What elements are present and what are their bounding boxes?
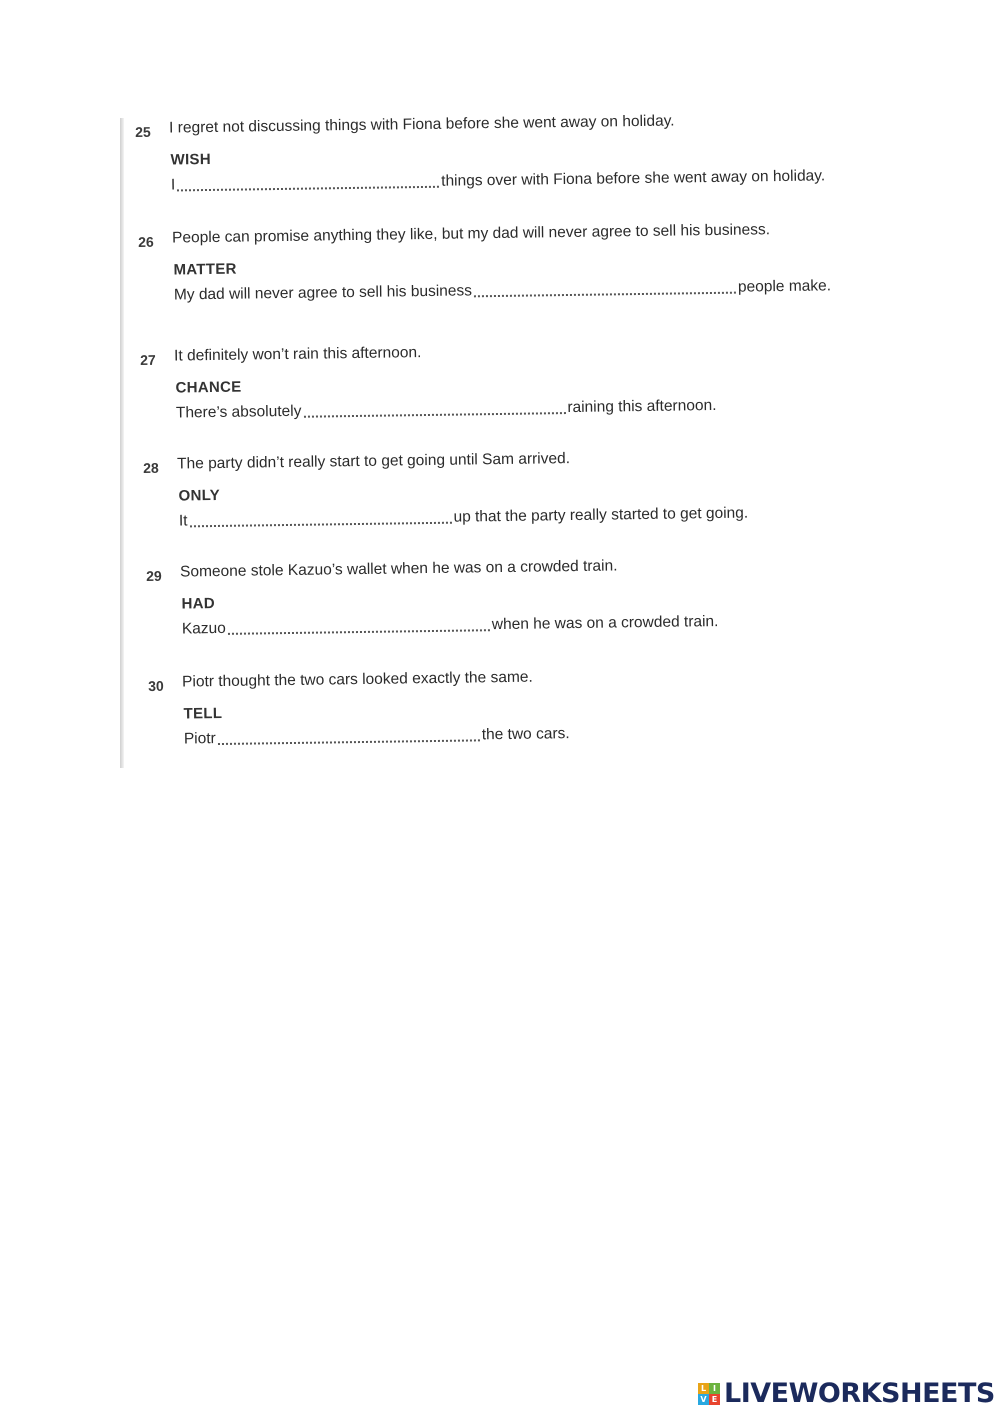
answer-suffix: raining this afternoon.: [567, 396, 717, 417]
answer-line: [182, 612, 719, 638]
answer-suffix: things over with Fiona before she went away on holiday.: [441, 167, 826, 190]
question-keyword: WISH: [170, 150, 212, 169]
question-keyword: MATTER: [173, 260, 237, 279]
question-30: [148, 664, 848, 748]
question-keyword: TELL: [183, 704, 223, 723]
question-sentence: The party didn’t really start to get going until Sam arrived.: [176, 450, 571, 473]
answer-suffix: when he was on a crowded train.: [491, 613, 719, 634]
question-number: 25: [135, 123, 151, 140]
question-number: 26: [138, 233, 154, 250]
answer-input-26[interactable]: [474, 278, 736, 298]
liveworksheets-logo-icon: [698, 1383, 720, 1405]
answer-prefix: My dad will never agree to sell his business: [173, 282, 473, 304]
question-number: 30: [148, 677, 164, 694]
question-29: [146, 554, 846, 638]
question-keyword: HAD: [181, 595, 216, 613]
answer-line: [174, 276, 831, 304]
worksheet: [130, 112, 850, 768]
question-sentence: Someone stole Kazuo’s wallet when he was on a crowded train.: [179, 557, 618, 581]
answer-line: [179, 504, 749, 531]
question-sentence: It definitely won’t rain this afternoon.: [173, 344, 422, 365]
question-28: [143, 446, 843, 530]
question-keyword: CHANCE: [175, 378, 242, 397]
answer-input-25[interactable]: [177, 172, 439, 192]
answer-input-30[interactable]: [218, 725, 480, 745]
answer-prefix: I: [170, 176, 176, 194]
answer-prefix: Piotr: [183, 730, 216, 748]
answer-input-27[interactable]: [303, 398, 565, 418]
question-sentence: People can promise anything they like, but my dad will never agree to sell his business.: [171, 221, 771, 247]
answer-prefix: It: [178, 512, 188, 530]
scan-edge: [120, 118, 124, 768]
answer-prefix: There’s absolutely: [175, 402, 302, 422]
logo-letter: E: [709, 1394, 720, 1405]
answer-line: [176, 396, 717, 423]
question-number: 29: [146, 567, 162, 584]
question-25: [135, 110, 835, 194]
question-keyword: ONLY: [178, 486, 221, 505]
logo-letter: L: [698, 1383, 709, 1394]
logo-letter: I: [709, 1383, 720, 1394]
question-number: 27: [140, 351, 156, 368]
liveworksheets-brand[interactable]: [698, 1379, 995, 1409]
logo-letter: V: [698, 1394, 709, 1405]
question-26: [138, 220, 838, 304]
question-27: [140, 338, 840, 422]
brand-text: LIVEWORKSHEETS: [724, 1378, 995, 1409]
question-sentence: Piotr thought the two cars looked exactly the same.: [181, 668, 533, 691]
answer-suffix: up that the party really started to get going.: [453, 504, 749, 526]
answer-input-29[interactable]: [228, 615, 490, 635]
answer-line: [171, 166, 826, 194]
question-number: 28: [143, 459, 159, 476]
question-sentence: I regret not discussing things with Fiona before she went away on holiday.: [168, 112, 675, 137]
answer-input-28[interactable]: [189, 508, 451, 528]
answer-prefix: Kazuo: [181, 619, 226, 638]
answer-suffix: people make.: [737, 277, 832, 296]
answer-suffix: the two cars.: [481, 725, 570, 744]
answer-line: [184, 724, 570, 748]
